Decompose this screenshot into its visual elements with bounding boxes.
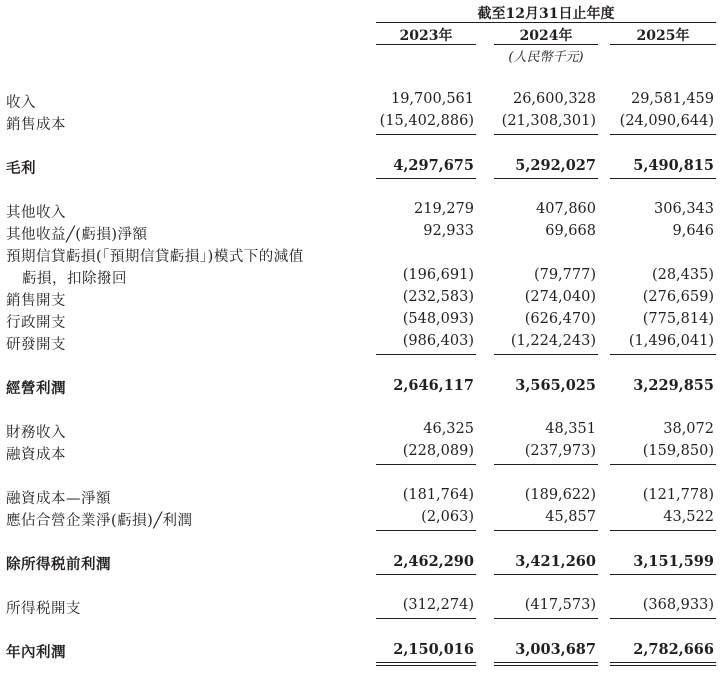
row-value: 3,151,599 — [633, 553, 714, 570]
row-label: 收入 — [6, 95, 36, 111]
period-header: 截至12月31日止年度 — [477, 6, 615, 22]
row-label: 其他收益╱(虧損)淨額 — [6, 227, 148, 243]
total-double-rule — [610, 665, 716, 666]
row-value: (417,573) — [524, 597, 596, 613]
row-value: (189,622) — [524, 487, 596, 503]
year-rule — [610, 44, 716, 45]
row-value: 3,421,260 — [515, 553, 596, 570]
row-value: 19,700,561 — [390, 91, 474, 107]
subtotal-rule — [494, 354, 598, 355]
header-rule — [376, 22, 716, 23]
row-value: (232,583) — [402, 289, 474, 305]
subtotal-rule — [494, 178, 598, 179]
subtotal-rule — [494, 618, 598, 619]
row-label: 除所得税前利潤 — [6, 556, 111, 573]
total-double-rule — [376, 665, 476, 666]
row-value: 38,072 — [663, 421, 714, 437]
year-rule — [494, 44, 598, 45]
row-value: 219,279 — [414, 201, 474, 217]
row-label: 銷售開支 — [6, 293, 66, 309]
total-double-rule — [610, 662, 716, 663]
row-value: (181,764) — [402, 487, 474, 503]
row-value: (548,093) — [402, 311, 474, 327]
row-value: 5,490,815 — [633, 157, 714, 174]
total-double-rule — [494, 662, 598, 663]
row-label: 融資成本—淨額 — [6, 491, 111, 507]
row-value: (274,040) — [524, 289, 596, 305]
row-value: 4,297,675 — [393, 157, 474, 174]
row-label: 經營利潤 — [6, 380, 66, 397]
row-label: 財務收入 — [6, 425, 66, 441]
subtotal-rule — [610, 178, 716, 179]
row-value: 26,600,328 — [512, 91, 596, 107]
subtotal-rule — [376, 530, 476, 531]
row-label: 融資成本 — [6, 447, 66, 463]
row-value: 3,565,025 — [515, 377, 596, 394]
row-value: 2,150,016 — [393, 641, 474, 658]
row-label: 應佔合營企業淨(虧損)╱利潤 — [6, 513, 193, 529]
subtotal-rule — [376, 134, 476, 135]
row-value: (276,659) — [642, 289, 714, 305]
year-2024-header: 2024年 — [519, 28, 573, 44]
row-value: 46,325 — [423, 421, 474, 437]
row-value: 2,782,666 — [633, 641, 714, 658]
row-value: (775,814) — [642, 311, 714, 327]
row-value: 3,003,687 — [515, 641, 596, 658]
row-value: (79,777) — [533, 267, 596, 283]
row-value: 2,646,117 — [393, 377, 474, 394]
row-value: 45,857 — [545, 509, 596, 525]
row-value: 29,581,459 — [630, 91, 714, 107]
subtotal-rule — [610, 464, 716, 465]
subtotal-rule — [494, 574, 598, 575]
row-value: (159,850) — [642, 443, 714, 459]
row-label: 研發開支 — [6, 337, 66, 353]
row-label: 行政開支 — [6, 315, 66, 331]
subtotal-rule — [494, 134, 598, 135]
row-value: (312,274) — [402, 597, 474, 613]
row-value: (15,402,886) — [379, 113, 474, 129]
year-2025-header: 2025年 — [636, 28, 690, 44]
row-label: 銷售成本 — [6, 117, 66, 133]
total-double-rule — [376, 662, 476, 663]
row-value: 69,668 — [545, 223, 596, 239]
row-value: (986,403) — [402, 333, 474, 349]
row-label: 年內利潤 — [6, 644, 66, 661]
row-value: 92,933 — [423, 223, 474, 239]
subtotal-rule — [610, 354, 716, 355]
row-value: 48,351 — [545, 421, 596, 437]
row-value: (368,933) — [642, 597, 714, 613]
row-value: 2,462,290 — [393, 553, 474, 570]
row-label: 所得税開支 — [6, 601, 81, 617]
total-double-rule — [494, 665, 598, 666]
subtotal-rule — [610, 530, 716, 531]
row-value: 5,292,027 — [515, 157, 596, 174]
subtotal-rule — [610, 618, 716, 619]
row-value: (28,435) — [651, 267, 714, 283]
subtotal-rule — [494, 464, 598, 465]
row-value: (21,308,301) — [501, 113, 596, 129]
subtotal-rule — [376, 618, 476, 619]
row-value: (228,089) — [402, 443, 474, 459]
row-label: 預期信貸虧損(「預期信貸虧損」)模式下的減值 — [6, 249, 304, 265]
subtotal-rule — [376, 178, 476, 179]
subtotal-rule — [376, 464, 476, 465]
row-value: 306,343 — [654, 201, 714, 217]
subtotal-rule — [610, 574, 716, 575]
subtotal-rule — [376, 574, 476, 575]
row-value: (196,691) — [402, 267, 474, 283]
row-value: 407,860 — [536, 201, 596, 217]
row-label: 其他收入 — [6, 205, 66, 221]
subtotal-rule — [376, 354, 476, 355]
row-value: (2,063) — [421, 509, 474, 525]
row-label: 毛利 — [6, 160, 36, 177]
row-value: (626,470) — [524, 311, 596, 327]
row-value: (1,496,041) — [628, 333, 714, 349]
row-value: (121,778) — [642, 487, 714, 503]
unit-label: (人民幣千元) — [508, 50, 584, 65]
row-value: 3,229,855 — [633, 377, 714, 394]
year-2023-header: 2023年 — [399, 28, 453, 44]
row-value: (1,224,243) — [510, 333, 596, 349]
row-value: (24,090,644) — [619, 113, 714, 129]
subtotal-rule — [494, 530, 598, 531]
subtotal-rule — [610, 134, 716, 135]
row-value: (237,973) — [524, 443, 596, 459]
row-value: 9,646 — [672, 223, 714, 239]
row-value: 43,522 — [663, 509, 714, 525]
row-label: 虧損，扣除撥回 — [22, 271, 127, 287]
year-rule — [376, 44, 476, 45]
